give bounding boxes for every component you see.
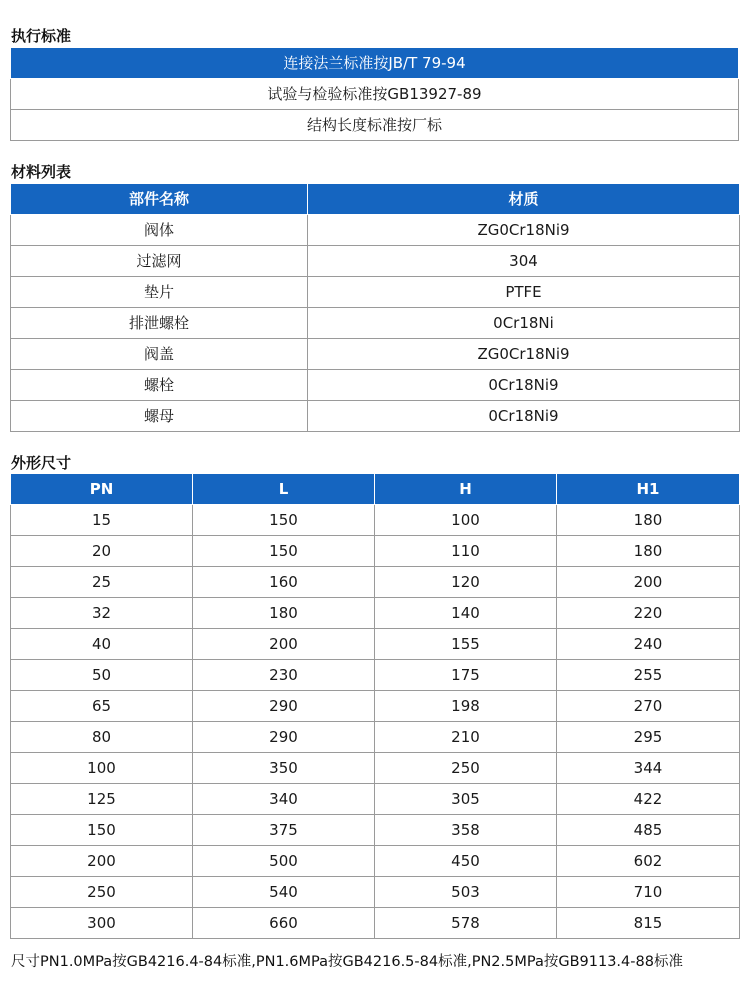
- column-header: L: [193, 474, 375, 505]
- table-cell: 125: [11, 784, 193, 815]
- table-row: [11, 48, 739, 79]
- table-cell: 0Cr18Ni9: [308, 370, 740, 401]
- table-cell: 300: [11, 908, 193, 939]
- table-cell: 210: [375, 722, 557, 753]
- table-cell: 200: [193, 629, 375, 660]
- table-row: [11, 339, 740, 370]
- column-header: H1: [557, 474, 740, 505]
- table-cell: 0Cr18Ni: [308, 308, 740, 339]
- table-cell: 150: [11, 815, 193, 846]
- table-cell: PTFE: [308, 277, 740, 308]
- table-cell: 305: [375, 784, 557, 815]
- table-cell: 20: [11, 536, 193, 567]
- table-cell: 150: [193, 536, 375, 567]
- table-cell: 290: [193, 722, 375, 753]
- table-cell: 815: [557, 908, 740, 939]
- table-row: [11, 815, 740, 846]
- standard-cell: 连接法兰标准按JB/T 79-94: [11, 48, 739, 79]
- table-cell: 140: [375, 598, 557, 629]
- table-cell: 230: [193, 660, 375, 691]
- table-row: [11, 908, 740, 939]
- table-header-row: [11, 184, 740, 215]
- table-cell: 358: [375, 815, 557, 846]
- table-cell: 螺栓: [11, 370, 308, 401]
- table-cell: 240: [557, 629, 740, 660]
- table-cell: 110: [375, 536, 557, 567]
- table-header-row: [11, 474, 740, 505]
- table-row: [11, 784, 740, 815]
- table-row: [11, 370, 740, 401]
- table-cell: 503: [375, 877, 557, 908]
- standards-table: [10, 47, 739, 141]
- table-cell: 垫片: [11, 277, 308, 308]
- table-cell: 540: [193, 877, 375, 908]
- table-row: [11, 536, 740, 567]
- table-cell: 螺母: [11, 401, 308, 432]
- column-header: 材质: [308, 184, 740, 215]
- table-cell: 50: [11, 660, 193, 691]
- table-cell: 255: [557, 660, 740, 691]
- table-cell: 198: [375, 691, 557, 722]
- table-cell: 65: [11, 691, 193, 722]
- column-header: PN: [11, 474, 193, 505]
- table-cell: 450: [375, 846, 557, 877]
- table-row: [11, 877, 740, 908]
- table-row: [11, 110, 739, 141]
- table-cell: 120: [375, 567, 557, 598]
- table-cell: 250: [11, 877, 193, 908]
- column-header: 部件名称: [11, 184, 308, 215]
- table-row: [11, 753, 740, 784]
- table-cell: 阀体: [11, 215, 308, 246]
- table-cell: 100: [375, 505, 557, 536]
- table-row: [11, 277, 740, 308]
- table-cell: 710: [557, 877, 740, 908]
- table-cell: 602: [557, 846, 740, 877]
- table-cell: 180: [193, 598, 375, 629]
- table-row: [11, 846, 740, 877]
- table-cell: 150: [193, 505, 375, 536]
- table-row: [11, 722, 740, 753]
- table-cell: 485: [557, 815, 740, 846]
- table-cell: 100: [11, 753, 193, 784]
- table-cell: 340: [193, 784, 375, 815]
- table-cell: 40: [11, 629, 193, 660]
- table-row: [11, 629, 740, 660]
- table-row: [11, 79, 739, 110]
- table-cell: 344: [557, 753, 740, 784]
- table-row: [11, 308, 740, 339]
- table-cell: 32: [11, 598, 193, 629]
- table-cell: 0Cr18Ni9: [308, 401, 740, 432]
- standards-title: 执行标准: [11, 27, 72, 45]
- table-cell: 422: [557, 784, 740, 815]
- table-row: [11, 660, 740, 691]
- table-row: [11, 505, 740, 536]
- table-cell: 375: [193, 815, 375, 846]
- table-cell: 15: [11, 505, 193, 536]
- table-cell: 500: [193, 846, 375, 877]
- table-cell: 350: [193, 753, 375, 784]
- standard-cell: 试验与检验标准按GB13927-89: [11, 79, 739, 110]
- dimensions-title: 外形尺寸: [11, 454, 72, 472]
- table-cell: 排泄螺栓: [11, 308, 308, 339]
- table-cell: ZG0Cr18Ni9: [308, 339, 740, 370]
- table-cell: ZG0Cr18Ni9: [308, 215, 740, 246]
- table-cell: 200: [557, 567, 740, 598]
- table-row: [11, 691, 740, 722]
- column-header: H: [375, 474, 557, 505]
- table-cell: 阀盖: [11, 339, 308, 370]
- footnote: 尺寸PN1.0MPa按GB4216.4-84标准,PN1.6MPa按GB4216.5-84标准,PN2.5MPa按GB9113.4-88标准: [11, 954, 683, 970]
- materials-title: 材料列表: [11, 163, 72, 181]
- table-cell: 160: [193, 567, 375, 598]
- table-cell: 578: [375, 908, 557, 939]
- table-cell: 175: [375, 660, 557, 691]
- table-row: [11, 401, 740, 432]
- table-cell: 25: [11, 567, 193, 598]
- table-row: [11, 567, 740, 598]
- materials-table: [10, 183, 740, 432]
- dimensions-table: [10, 473, 740, 939]
- standard-cell: 结构长度标准按厂标: [11, 110, 739, 141]
- table-cell: 180: [557, 536, 740, 567]
- table-row: [11, 215, 740, 246]
- table-cell: 80: [11, 722, 193, 753]
- table-row: [11, 246, 740, 277]
- table-cell: 295: [557, 722, 740, 753]
- table-cell: 250: [375, 753, 557, 784]
- table-cell: 180: [557, 505, 740, 536]
- table-cell: 155: [375, 629, 557, 660]
- table-cell: 270: [557, 691, 740, 722]
- table-row: [11, 598, 740, 629]
- table-cell: 过滤网: [11, 246, 308, 277]
- table-cell: 220: [557, 598, 740, 629]
- table-cell: 304: [308, 246, 740, 277]
- table-cell: 200: [11, 846, 193, 877]
- table-cell: 660: [193, 908, 375, 939]
- table-cell: 290: [193, 691, 375, 722]
